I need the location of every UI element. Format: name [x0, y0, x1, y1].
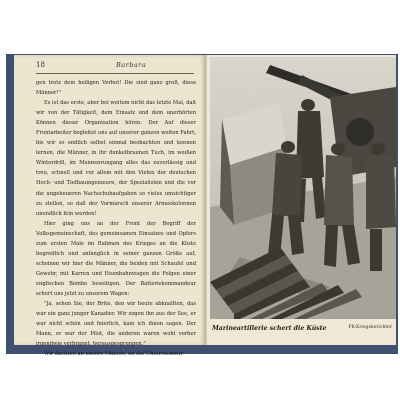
paragraph: "Ja, sehen Sie, der Brite, den wir heute abknallten, das war ein ganz junger Kanadier. Wir zogen ihn aus der See, er war nicht schön und feierlich, kam ich ihnen sagen. Der Mann, er war der Pilot, die anderen waren wohl vorher irgendwie verbrannt, herausgesprungen.": [36, 301, 196, 348]
page-number: 18: [36, 61, 45, 69]
book-gutter: [204, 55, 207, 345]
body-text: [36, 78, 196, 359]
photograph: [210, 57, 396, 319]
page-header: [36, 61, 196, 73]
paragraph: Wir dachten an unsere Männer, an die Unterstedentr-: [44, 351, 185, 358]
paragraph: Es ist das erste, aber bei weitem nicht das letzte Mal, daß wir von der Tätigkeit, dem Einsatz und dem unerhörten Können dieser Organisation hören. Der Auf dieser Frontarbeiter begleitet uns auf unserer ganzen weiten Fahrt, bis wir so endlich selbst einmal beobachten und kennen lernen, die Männer, in ihr dunkelbraunen Tuch, im weißen Winterdrill, im Mannenrungang alles das zuverlässig und treu, schnell und vor allem mit den Vielen der deutschen Hoch- und Tiefbauingenieure, der Spezialisten und die vor die ungeheueren Nachschubaufgaben so vieles umsichtiger zu stellen, so daß der Vormarsch unserer Armeekolonnen unendlich fein werden!: [36, 100, 196, 217]
running-head: Barbara: [116, 61, 147, 69]
photo-credit: PK-Kriegsberichter: [348, 325, 392, 330]
paragraph: gen trotz dem heiligen Verbot! Die sind ganz groß, diese Männer!": [36, 80, 196, 97]
caption-bar: [210, 319, 396, 339]
photo-caption: Marineartillerie schert die Küste: [212, 325, 327, 332]
photograph-image: [210, 57, 396, 319]
paragraph: Hier ging uns an der Front der Begriff der Volksgemeinschaft, des gemeinsamen Einsatzes und Opfers zum ersten Male im Rahmen des Krieges an die Küste begreiflich und anfanglich in seiner ganzen Größe auf, scheinen wir hier die Männer, die beiden mit Schaufel und Gewehr, mit Karren und Eisenbahnwagen die Folgen einer englischen Bombe beseitigen. Der Batteriekommandeur schert uns jetzt zu unserem Wagen:: [36, 220, 196, 297]
header-rule: [36, 73, 194, 74]
